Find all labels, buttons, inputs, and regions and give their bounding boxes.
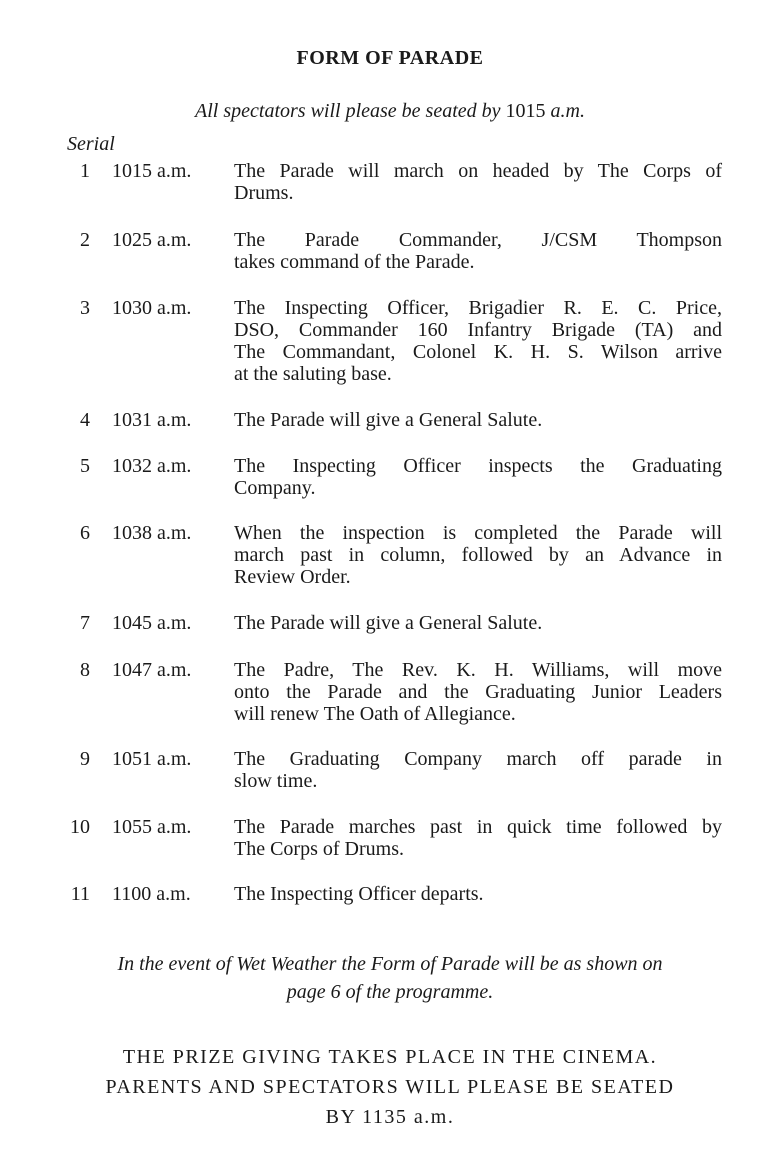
serial-number: 7 [80, 612, 90, 634]
row-time: 1047 a.m. [112, 659, 192, 681]
row-description [234, 816, 722, 860]
row-time: 1032 a.m. [112, 455, 192, 477]
description-line: The Inspecting Officer inspects the Graduating [234, 455, 722, 477]
description-line: The Commandant, Colonel K. H. S. Wilson arrive [234, 341, 722, 363]
spectators-time: 1015 [505, 100, 546, 122]
serial-number: 10 [70, 816, 90, 838]
row-time: 1100 a.m. [112, 883, 191, 905]
row-description [234, 522, 722, 588]
description-line: The Parade Commander, J/CSM Thompson [234, 229, 722, 251]
wet-weather-note [60, 950, 720, 1006]
serial-column-header: Serial [67, 133, 115, 155]
prize-giving-line: BY 1135 a.m. [325, 1106, 455, 1128]
description-line: The Padre, The Rev. K. H. Williams, will move [234, 659, 722, 681]
serial-number: 3 [80, 297, 90, 319]
row-description [234, 297, 722, 385]
description-line: The Graduating Company march off parade in [234, 748, 722, 770]
description-line: takes command of the Parade. [234, 251, 475, 273]
row-description [234, 160, 722, 204]
description-line: The Parade will give a General Salute. [234, 612, 543, 634]
serial-number: 9 [80, 748, 90, 770]
description-line: The Corps of Drums. [234, 838, 404, 860]
serial-number: 6 [80, 522, 90, 544]
row-time: 1051 a.m. [112, 748, 192, 770]
row-time: 1030 a.m. [112, 297, 192, 319]
description-line: will renew The Oath of Allegiance. [234, 703, 516, 725]
serial-number: 5 [80, 455, 90, 477]
serial-number: 2 [80, 229, 90, 251]
row-description [234, 455, 722, 499]
description-line: The Parade marches past in quick time followed by [234, 816, 722, 838]
description-line: The Inspecting Officer, Brigadier R. E. C. Price, [234, 297, 722, 319]
serial-number: 11 [70, 883, 90, 905]
row-description [234, 659, 722, 725]
spectators-ampm: a.m. [550, 100, 585, 122]
row-time: 1015 a.m. [112, 160, 192, 182]
row-time: 1031 a.m. [112, 409, 192, 431]
row-time: 1025 a.m. [112, 229, 192, 251]
row-time: 1038 a.m. [112, 522, 192, 544]
prize-giving-notice [60, 1042, 720, 1132]
description-line: at the saluting base. [234, 363, 392, 385]
description-line: onto the Parade and the Graduating Junior Leaders [234, 681, 722, 703]
row-description [234, 409, 722, 431]
wet-weather-line: In the event of Wet Weather the Form of Parade will be as shown on [117, 953, 663, 975]
serial-number: 8 [80, 659, 90, 681]
serial-number: 1 [80, 160, 90, 182]
description-line: Review Order. [234, 566, 351, 588]
prize-giving-line: THE PRIZE GIVING TAKES PLACE IN THE CINEMA. [122, 1046, 658, 1068]
serial-number: 4 [80, 409, 90, 431]
description-line: The Parade will march on headed by The Corps of [234, 160, 722, 182]
row-description [234, 229, 722, 273]
description-line: The Parade will give a General Salute. [234, 409, 543, 431]
description-line: The Inspecting Officer departs. [234, 883, 484, 905]
prize-giving-line: PARENTS AND SPECTATORS WILL PLEASE BE SEATED [105, 1076, 675, 1098]
row-time: 1045 a.m. [112, 612, 192, 634]
row-description [234, 748, 722, 792]
row-description [234, 612, 722, 634]
description-line: When the inspection is completed the Parade will [234, 522, 722, 544]
description-line: Drums. [234, 182, 294, 204]
description-line: DSO, Commander 160 Infantry Brigade (TA) and [234, 319, 722, 341]
description-line: slow time. [234, 770, 318, 792]
wet-weather-line: page 6 of the programme. [286, 981, 494, 1003]
spectators-text: All spectators will please be seated by [195, 100, 501, 122]
description-line: Company. [234, 477, 316, 499]
row-time: 1055 a.m. [112, 816, 192, 838]
description-line: march past in column, followed by an Advance in [234, 544, 722, 566]
page-title: FORM OF PARADE [296, 47, 484, 69]
row-description [234, 883, 722, 905]
